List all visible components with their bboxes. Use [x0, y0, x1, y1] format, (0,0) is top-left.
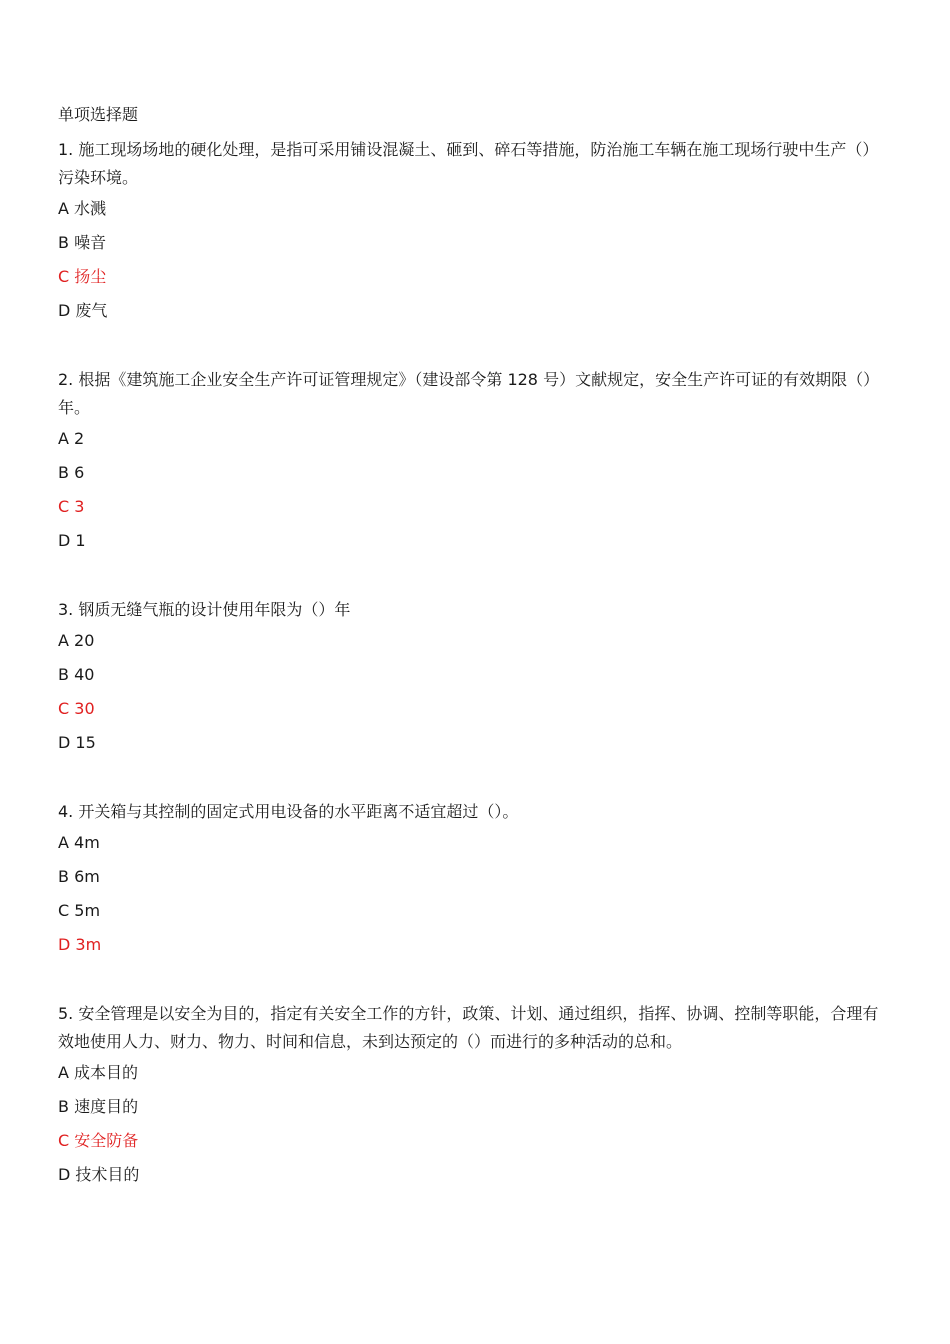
question-4 [58, 798, 888, 966]
option-a: A 水溅 [58, 199, 107, 218]
option-c: C 扬尘 [58, 267, 107, 286]
question-5 [58, 1000, 888, 1196]
option-b: B 速度目的 [58, 1097, 139, 1116]
option-a: A 2 [58, 429, 85, 448]
question-text: 2. 根据《建筑施工企业安全生产许可证管理规定》（建设部令第 128 号）文献规定，安全生产许可证的有效期限（）年。 [58, 370, 880, 417]
option-c: C 3 [58, 497, 85, 516]
question-1 [58, 136, 888, 332]
option-d: D 3m [58, 935, 102, 954]
option-c: C 30 [58, 699, 95, 718]
option-a: A 成本目的 [58, 1063, 139, 1082]
option-c: C 5m [58, 901, 101, 920]
option-d: D 15 [58, 733, 96, 752]
option-d: D 1 [58, 531, 86, 550]
question-text: 4. 开关箱与其控制的固定式用电设备的水平距离不适宜超过（）。 [58, 802, 519, 821]
option-b: B 6m [58, 867, 100, 886]
question-text: 5. 安全管理是以安全为目的，指定有关安全工作的方针，政策、计划、通过组织，指挥、协调、控制等职能，合理有效地使用人力、财力、物力、时间和信息，未到达预定的（）而进行的多种活动的总和。 [58, 1004, 879, 1051]
option-c: C 安全防备 [58, 1131, 139, 1150]
document-page [58, 102, 888, 1230]
option-d: D 废气 [58, 301, 108, 320]
option-b: B 噪音 [58, 233, 107, 252]
option-a: A 20 [58, 631, 95, 650]
section-title: 单项选择题 [58, 105, 139, 124]
question-2 [58, 366, 888, 562]
option-d: D 技术目的 [58, 1165, 140, 1184]
option-a: A 4m [58, 833, 100, 852]
question-3 [58, 596, 888, 764]
option-b: B 40 [58, 665, 95, 684]
question-text: 3. 钢质无缝气瓶的设计使用年限为（）年 [58, 600, 351, 619]
option-b: B 6 [58, 463, 85, 482]
question-text: 1. 施工现场场地的硬化处理，是指可采用铺设混凝土、砸到、碎石等措施，防治施工车辆在施工现场行驶中生产（）污染环境。 [58, 140, 879, 187]
